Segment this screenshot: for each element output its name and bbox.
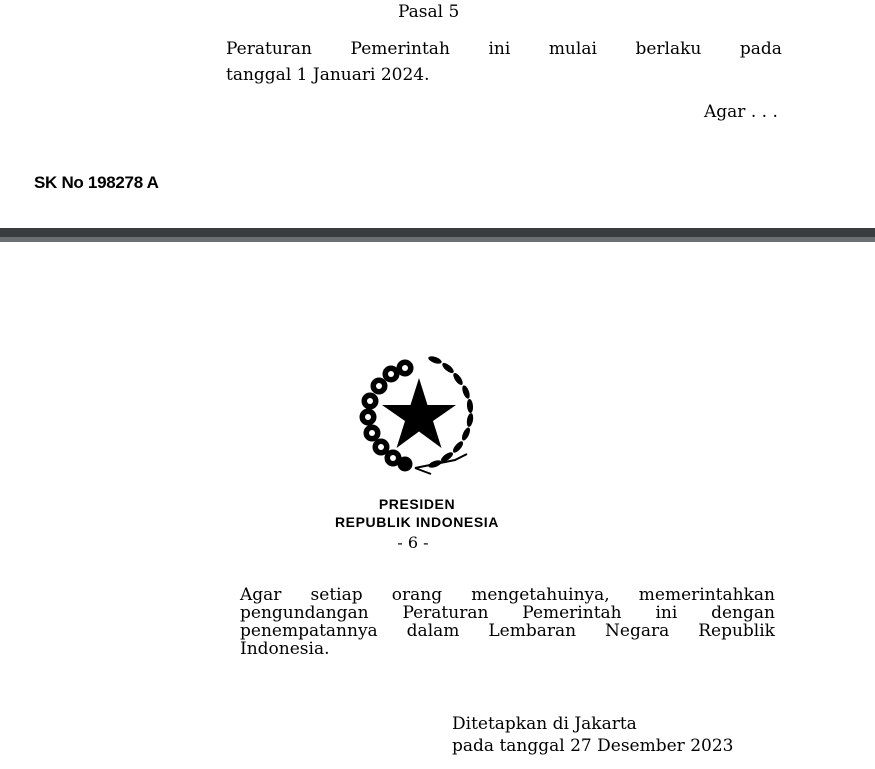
word: setiap <box>310 585 363 605</box>
word: Republik <box>698 621 775 641</box>
article-body-line-2: tanggal 1 Januari 2024. <box>226 65 430 85</box>
word: pada <box>739 39 782 59</box>
article-body <box>226 36 782 88</box>
word: mengetahuinya, <box>471 585 610 605</box>
word: Peraturan <box>402 603 489 623</box>
signature-block <box>452 713 733 757</box>
word: dengan <box>711 603 775 623</box>
word: Negara <box>605 621 670 641</box>
word: mulai <box>548 39 597 59</box>
word: Pemerintah <box>522 603 622 623</box>
page-divider <box>0 228 875 242</box>
signature-date: pada tanggal 27 Desember 2023 <box>452 736 734 756</box>
emblem-title-republic: REPUBLIK INDONESIA <box>334 514 500 530</box>
page-number: - 6 - <box>397 533 429 552</box>
continuation-marker: Agar . . . <box>704 102 778 122</box>
word: Agar <box>240 585 282 605</box>
closing-paragraph-line-2 <box>240 604 775 622</box>
article-body-line-1 <box>226 36 782 62</box>
word: berlaku <box>635 39 702 59</box>
word: ini <box>488 39 511 59</box>
word: Pemerintah <box>350 39 450 59</box>
closing-paragraph-line-3 <box>240 622 775 640</box>
closing-paragraph <box>240 586 775 658</box>
signature-place: Ditetapkan di Jakarta <box>452 714 637 734</box>
closing-paragraph-line-1 <box>240 586 775 604</box>
word: Peraturan <box>226 39 312 59</box>
word: pengundangan <box>240 603 369 623</box>
word: ini <box>655 603 678 623</box>
sk-number: SK No 198278 A <box>34 173 159 192</box>
emblem-icon <box>355 350 483 480</box>
word: orang <box>391 585 443 605</box>
emblem-title-president: PRESIDEN <box>378 496 456 512</box>
word: Lembaran <box>488 621 577 641</box>
article-heading: Pasal 5 <box>398 2 460 22</box>
word: penempatannya <box>240 621 378 641</box>
word: memerintahkan <box>638 585 775 605</box>
word: dalam <box>406 621 460 641</box>
state-emblem <box>355 350 483 480</box>
closing-paragraph-line-4: Indonesia. <box>240 639 330 659</box>
